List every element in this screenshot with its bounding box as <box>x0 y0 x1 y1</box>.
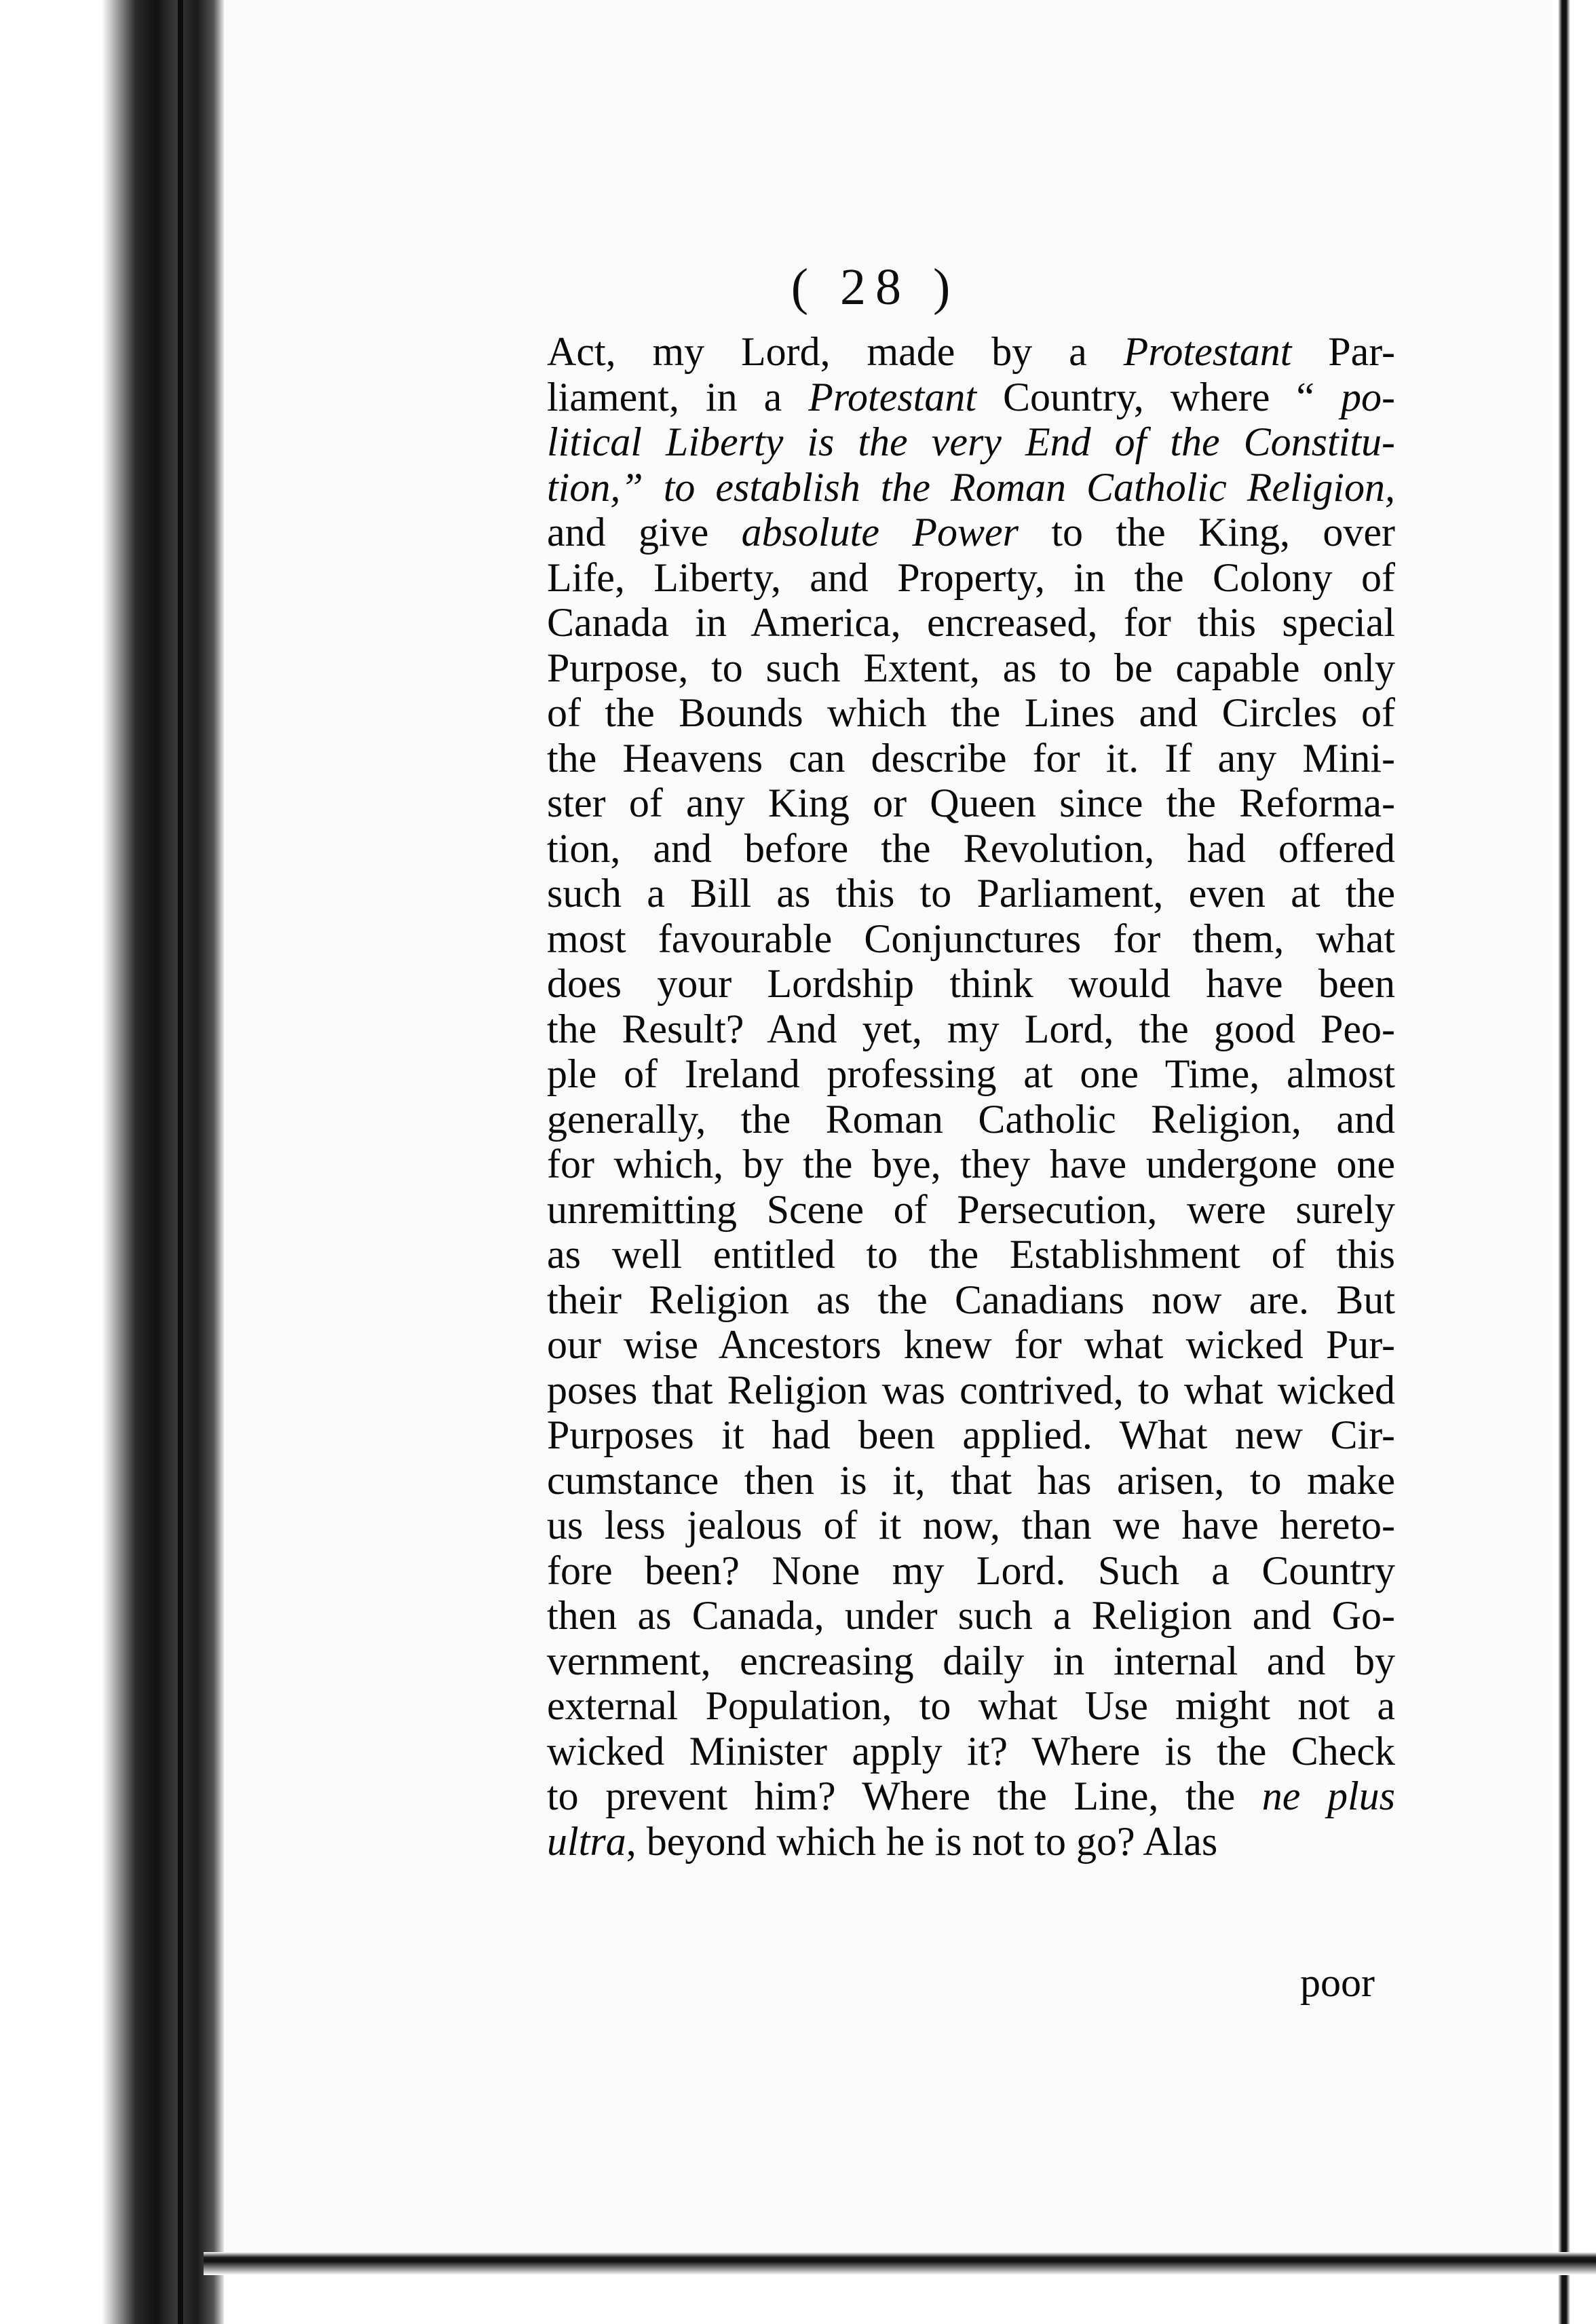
text-line: Act, my Lord, made by a Protestant Par- <box>547 329 1396 374</box>
italic-text: Protestant <box>808 374 977 419</box>
italic-text: absolute Power <box>741 510 1019 555</box>
text-line: fore been? None my Lord. Such a Country <box>547 1548 1395 1593</box>
text-line: ultra, beyond which he is not to go? Alas <box>547 1818 1218 1864</box>
text-line: cumstance then is it, that has arisen, to make <box>547 1457 1395 1503</box>
body-text <box>547 329 1395 1864</box>
text-line: external Population, to what Use might not a <box>547 1683 1395 1728</box>
italic-text: po- <box>1341 374 1395 419</box>
text-line: poses that Religion was contrived, to what wicked <box>547 1367 1395 1412</box>
text-line: then as Canada, under such a Religion and Go- <box>547 1593 1395 1638</box>
text-line <box>547 419 1395 465</box>
text-line: wicked Minister apply it? Where is the Check <box>547 1728 1395 1774</box>
text-line: Purposes it had been applied. What new Cir- <box>547 1412 1395 1457</box>
italic-text: Protestant <box>1123 329 1292 374</box>
text-line: liament, in a Protestant Country, where “ po- <box>547 374 1395 419</box>
catchword: poor <box>1300 1960 1375 2005</box>
text-line: us less jealous of it now, than we have hereto- <box>547 1503 1395 1548</box>
text-line: our wise Ancestors knew for what wicked Pur- <box>547 1322 1395 1367</box>
page-number: ( 28 ) <box>791 259 960 316</box>
text-line: ster of any King or Queen since the Reforma- <box>547 781 1395 825</box>
text-line: the Heavens can describe for it. If any Mini- <box>547 735 1395 781</box>
text-line: such a Bill as this to Parliament, even at the <box>547 871 1395 916</box>
text-line: and give absolute Power to the King, over <box>547 510 1395 555</box>
text-line: Canada in America, encreased, for this special <box>547 600 1395 645</box>
text-line: ple of Ireland professing at one Time, almost <box>547 1051 1395 1096</box>
text-line: Life, Liberty, and Property, in the Colony of <box>547 555 1395 600</box>
text-line: their Religion as the Canadians now are. But <box>547 1277 1395 1322</box>
book-binding-shadow <box>0 0 224 2324</box>
text-line: for which, by the bye, they have undergone one <box>547 1142 1395 1186</box>
text-line: vernment, encreasing daily in internal and by <box>547 1638 1395 1683</box>
text-line: of the Bounds which the Lines and Circles of <box>547 690 1395 735</box>
text-line: tion, and before the Revolution, had offered <box>547 825 1395 871</box>
facing-page-edge <box>1553 0 1596 2324</box>
italic-text: ultra <box>547 1818 626 1864</box>
text-line: most favourable Conjunctures for them, what <box>547 916 1395 961</box>
text-line: does your Lordship think would have been <box>547 961 1395 1006</box>
text-line: to prevent him? Where the Line, the ne plus <box>547 1774 1395 1818</box>
text-line: Purpose, to such Extent, as to be capable only <box>547 645 1395 690</box>
italic-text: ne plus <box>1261 1774 1395 1818</box>
page-bottom-edge <box>204 2252 1596 2275</box>
italic-text: tion,” to establish the Roman Catholic Religion, <box>547 464 1395 510</box>
italic-text: litical Liberty is the very End of the Constitu- <box>547 419 1395 464</box>
text-line: generally, the Roman Catholic Religion, and <box>547 1096 1395 1142</box>
text-line: the Result? And yet, my Lord, the good Peo- <box>547 1006 1395 1051</box>
text-line: unremitting Scene of Persecution, were surely <box>547 1186 1395 1232</box>
text-line <box>547 465 1395 510</box>
binding-edge-line <box>178 0 183 2324</box>
text-line: as well entitled to the Establishment of this <box>547 1232 1395 1277</box>
